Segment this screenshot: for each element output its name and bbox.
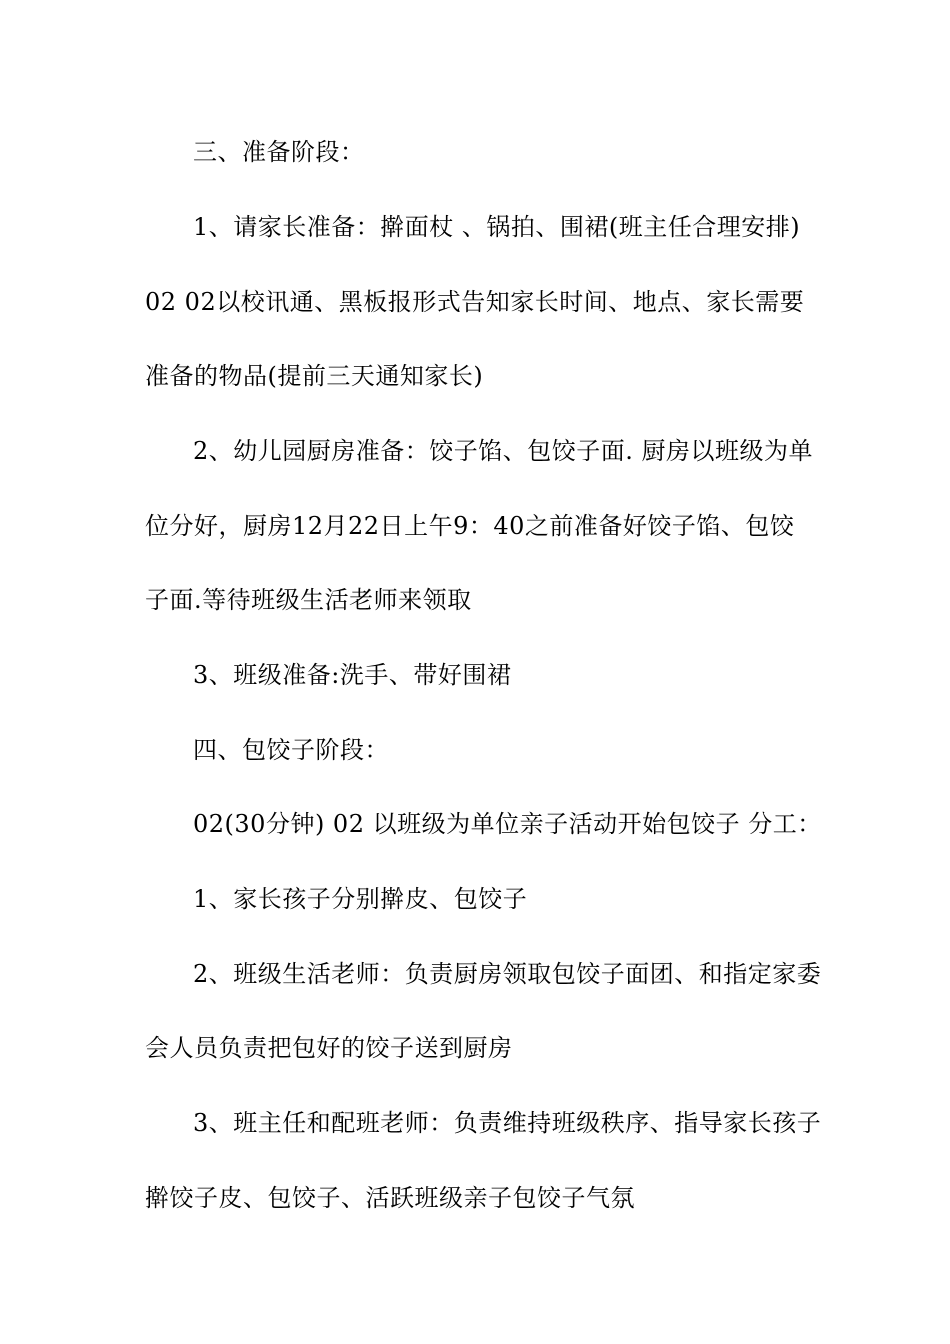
- paragraph-line: 位分好，厨房12月22日上午9：40之前准备好饺子馅、包饺: [145, 512, 795, 540]
- paragraph-line: 擀饺子皮、包饺子、活跃班级亲子包饺子气氛: [145, 1184, 635, 1212]
- section-heading-dumpling-stage: 四、包饺子阶段：: [193, 736, 389, 764]
- paragraph-line: 3、班主任和配班老师：负责维持班级秩序、指导家长孩子: [193, 1109, 822, 1137]
- paragraph-line: 会人员负责把包好的饺子送到厨房: [145, 1034, 513, 1062]
- paragraph-line: 1、请家长准备：擀面杖 、锅拍、围裙(班主任合理安排): [193, 213, 801, 241]
- paragraph-line: 02(30分钟) 02 以班级为单位亲子活动开始包饺子 分工：: [193, 810, 822, 838]
- paragraph-line: 子面.等待班级生活老师来领取: [145, 586, 472, 614]
- paragraph-line: 准备的物品(提前三天通知家长): [145, 362, 484, 390]
- section-heading-preparation: 三、准备阶段：: [193, 138, 365, 166]
- paragraph-line: 2、幼儿园厨房准备：饺子馅、包饺子面. 厨房以班级为单: [193, 437, 814, 465]
- paragraph-line: 02 02以校讯通、黑板报形式告知家长时间、地点、家长需要: [145, 288, 805, 316]
- paragraph-line: 2、班级生活老师：负责厨房领取包饺子面团、和指定家委: [193, 960, 822, 988]
- paragraph-line: 3、班级准备:洗手、带好围裙: [193, 661, 512, 689]
- paragraph-line: 1、家长孩子分别擀皮、包饺子: [193, 885, 528, 913]
